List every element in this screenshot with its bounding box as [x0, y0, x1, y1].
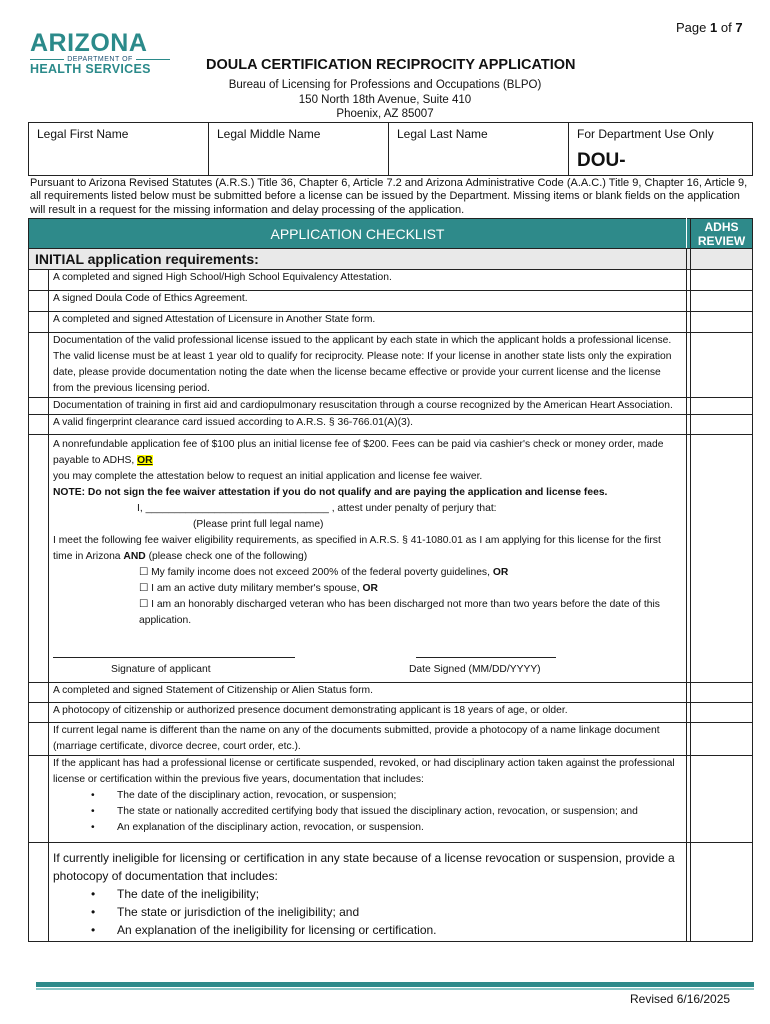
checkbox-cell[interactable]: [29, 723, 49, 756]
fee-waiver-section: [49, 435, 687, 683]
checklist-item: A signed Doula Code of Ethics Agreement.: [49, 291, 687, 312]
review-cell[interactable]: [691, 756, 753, 843]
list-item: • The state or nationally accredited certifying body that issued the disciplinary action, revocation, or suspension; and: [53, 804, 682, 820]
list-item: • The state or jurisdiction of the ineligibility; and: [53, 903, 682, 921]
disciplinary-item: [49, 756, 687, 843]
address-line-1: 150 North 18th Avenue, Suite 410: [298, 94, 472, 106]
review-cell[interactable]: [691, 435, 753, 683]
checkbox-cell[interactable]: [29, 435, 49, 683]
page-number: Page 1 of 7: [676, 20, 743, 35]
waiver-option-military[interactable]: ☐ I am an active duty military member's spouse, OR: [139, 583, 378, 594]
dou-code: DOU-: [577, 150, 626, 171]
review-cell[interactable]: [691, 723, 753, 756]
review-cell[interactable]: [691, 312, 753, 333]
fee-waiver-text: you may complete the attestation below to request an initial application and license fee waiver.: [53, 471, 483, 482]
list-item: • The date of the disciplinary action, revocation, or suspension;: [53, 788, 682, 804]
legal-middle-name-field[interactable]: Legal Middle Name: [209, 123, 389, 176]
list-item: • An explanation of the disciplinary action, revocation, or suspension.: [53, 820, 682, 836]
checklist-header: APPLICATION CHECKLIST: [29, 219, 687, 249]
checklist-item: A completed and signed High School/High School Equivalency Attestation.: [49, 270, 687, 291]
checkbox-cell[interactable]: [29, 398, 49, 415]
review-cell[interactable]: [691, 843, 753, 942]
review-cell[interactable]: [691, 683, 753, 703]
ineligibility-intro: If currently ineligible for licensing or certification in any state because of a license revocation or suspension, provide a photocopy of documentation that includes:: [53, 851, 675, 883]
review-cell[interactable]: [691, 415, 753, 435]
print-name-label: (Please print full legal name): [193, 519, 324, 530]
address-line-2: Phoenix, AZ 85007: [336, 108, 434, 120]
checkbox-cell[interactable]: [29, 703, 49, 723]
waiver-option-veteran[interactable]: ☐ I am an honorably discharged veteran who has been discharged not more than two years before the date of this application.: [139, 599, 660, 626]
signature-line[interactable]: [53, 657, 295, 658]
review-cell[interactable]: [691, 333, 753, 398]
attest-line[interactable]: I, ________________________________ , attest under penalty of perjury that:: [137, 503, 497, 514]
checkbox-cell[interactable]: [29, 312, 49, 333]
revised-date: Revised 6/16/2025: [630, 992, 731, 1006]
checkbox-cell[interactable]: [29, 291, 49, 312]
checklist-item: A completed and signed Statement of Citizenship or Alien Status form.: [49, 683, 687, 703]
checklist-item: If current legal name is different than the name on any of the documents submitted, provide a photocopy of a name linkage document (marriage certificate, divorce decree, court order, etc.).: [49, 723, 687, 756]
name-fields-table: [28, 122, 753, 176]
waiver-eligibility-text: I meet the following fee waiver eligibility requirements, as specified in A.R.S. § 41-1080.01 as I am applying for this license for the first time in Arizona AND (please check one of the following): [53, 535, 661, 562]
checkbox-cell[interactable]: [29, 756, 49, 843]
bureau-name: Bureau of Licensing for Professions and Occupations (BLPO): [228, 79, 542, 91]
checkbox-cell[interactable]: [29, 333, 49, 398]
checkbox-cell[interactable]: [29, 415, 49, 435]
application-checklist: [28, 218, 753, 942]
checkbox-cell[interactable]: [29, 843, 49, 942]
legal-last-name-field[interactable]: Legal Last Name: [389, 123, 569, 176]
review-cell[interactable]: [691, 398, 753, 415]
review-cell[interactable]: [691, 703, 753, 723]
checklist-item: A valid fingerprint clearance card issued according to A.R.S. § 36-766.01(A)(3).: [49, 415, 687, 435]
checklist-item: A photocopy of citizenship or authorized presence document demonstrating applicant is 18 years of age, or older.: [49, 703, 687, 723]
fee-text: A nonrefundable application fee of $100 plus an initial license fee of $200. Fees can be paid via cashier's check or money order, made payable to ADHS, OR: [53, 439, 664, 466]
checkbox-cell[interactable]: [29, 683, 49, 703]
checklist-item: Documentation of the valid professional license issued to the applicant by each state in which the applicant holds a professional license. The valid license must be at least 1 year old to qualify for reciprocity. Please note: If your license in another state lists only the expiration date, please provide documentation noting the date when the license became effective or provide your current license and the license from the previous licensing period.: [49, 333, 687, 398]
signature-label: Signature of applicant: [111, 664, 211, 675]
adhs-review-header: ADHS REVIEW: [691, 219, 753, 249]
footer-rule: [36, 982, 754, 987]
checklist-item: Documentation of training in first aid and cardiopulmonary resuscitation through a course recognized by the American Heart Association.: [49, 398, 687, 415]
adhs-logo: ARIZONA DEPARTMENT OF HEALTH SERVICES: [30, 32, 170, 78]
ineligibility-item: [49, 843, 687, 942]
intro-paragraph: Pursuant to Arizona Revised Statutes (A.R.S.) Title 36, Chapter 6, Article 7.2 and Arizona Administrative Code (A.A.C.) Title 9, Chapter 16, Article 9, all requirements listed below must be submitted before a license can be issued by the Department. Missing items or blank fields on the application will result in a request for the missing information and delay processing of the application.: [30, 177, 748, 216]
list-item: • An explanation of the ineligibility for licensing or certification.: [53, 921, 682, 939]
initial-requirements-heading: INITIAL application requirements:: [29, 249, 687, 270]
date-signed-label: Date Signed (MM/DD/YYYY): [409, 664, 541, 675]
legal-first-name-field[interactable]: Legal First Name: [29, 123, 209, 176]
review-cell[interactable]: [691, 270, 753, 291]
date-line[interactable]: [416, 657, 556, 658]
disciplinary-intro: If the applicant has had a professional license or certificate suspended, revoked, or had disciplinary action taken against the professional license or certification within the previous five years, documentation that includes:: [53, 758, 675, 785]
list-item: • The date of the ineligibility;: [53, 885, 682, 903]
form-title: DOULA CERTIFICATION RECIPROCITY APPLICATION: [206, 57, 576, 73]
checklist-item: A completed and signed Attestation of Licensure in Another State form.: [49, 312, 687, 333]
waiver-option-income[interactable]: ☐ My family income does not exceed 200% of the federal poverty guidelines, OR: [139, 567, 509, 578]
department-use-field: For Department Use Only DOU-: [569, 123, 753, 176]
review-cell[interactable]: [691, 291, 753, 312]
fee-waiver-note: NOTE: Do not sign the fee waiver attestation if you do not qualify and are paying the application and license fees.: [53, 487, 608, 498]
footer-rule-light: [36, 988, 754, 990]
checkbox-cell[interactable]: [29, 270, 49, 291]
